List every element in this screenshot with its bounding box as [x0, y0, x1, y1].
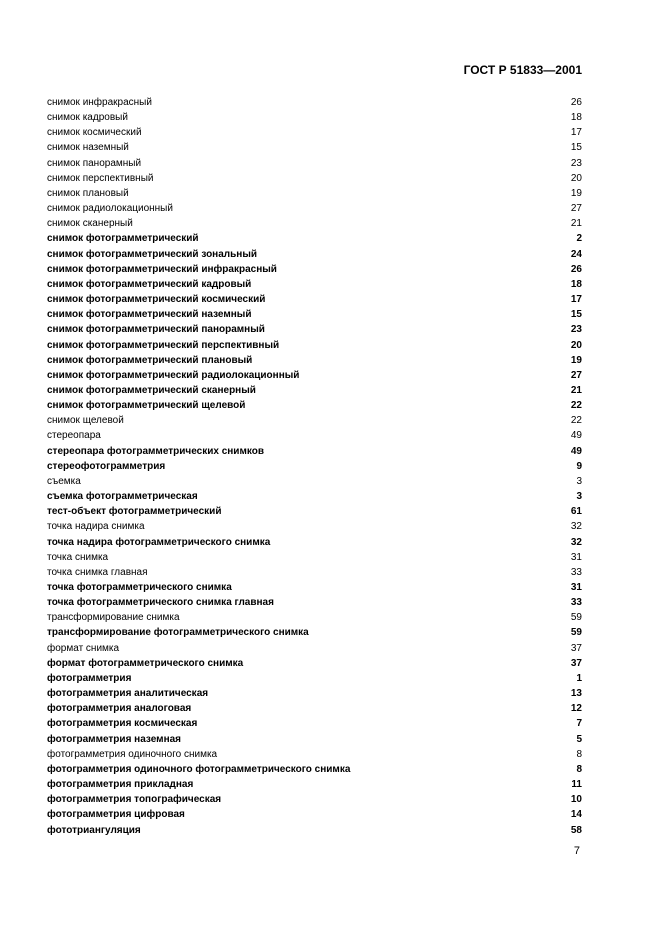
index-term: трансформирование снимка	[47, 612, 180, 624]
index-term: фотограмметрия	[47, 672, 132, 684]
index-term: снимок фотограмметрический плановый	[47, 354, 253, 366]
index-entry	[47, 535, 582, 550]
index-page-ref: 59	[570, 627, 582, 639]
index-term: точка фотограмметрического снимка	[47, 582, 232, 593]
index-entry	[47, 428, 582, 443]
index-page-ref: 26	[570, 97, 582, 108]
index-page-ref: 10	[570, 794, 582, 806]
index-term: снимок радиолокационный	[47, 203, 173, 215]
index-term: точка надира фотограмметрического снимка	[47, 536, 271, 548]
index-term: трансформирование фотограмметрического снимка	[47, 627, 309, 639]
index-entry	[47, 95, 582, 110]
index-term: снимок кадровый	[47, 112, 128, 124]
index-page-ref: 18	[570, 112, 582, 124]
index-page-ref: 31	[570, 551, 582, 563]
index-term: снимок фотограмметрический панорамный	[47, 324, 265, 336]
index-page-ref: 58	[570, 824, 582, 836]
index-term: фототриангуляция	[47, 824, 141, 836]
index-term: снимок фотограмметрический наземный	[47, 309, 252, 321]
index-entry	[47, 625, 582, 640]
index-entry	[47, 792, 582, 807]
index-page-ref: 21	[570, 218, 582, 230]
index-term: фотограмметрия аналоговая	[47, 703, 192, 715]
index-page-ref: 59	[570, 612, 582, 624]
document-header: ГОСТ Р 51833—2001	[463, 63, 582, 77]
index-entry	[47, 156, 582, 171]
index-entry	[47, 519, 582, 534]
index-page-ref: 31	[570, 582, 582, 593]
index-page-ref: 61	[570, 506, 582, 518]
index-term: снимок сканерный	[47, 218, 133, 230]
index-entry	[47, 732, 582, 747]
index-entry	[47, 383, 582, 398]
index-term: снимок наземный	[47, 142, 129, 154]
index-term: снимок инфракрасный	[47, 97, 152, 108]
index-page-ref: 26	[570, 263, 582, 275]
index-entry	[47, 595, 582, 610]
index-entry	[47, 201, 582, 216]
index-term: снимок панорамный	[47, 157, 142, 169]
index-page-ref: 8	[576, 763, 582, 775]
index-page-ref: 11	[571, 779, 582, 791]
index-page-ref: 19	[570, 187, 582, 199]
index-entry	[47, 307, 582, 322]
index-page-ref: 19	[570, 354, 582, 366]
index-page-ref: 2	[576, 233, 582, 245]
index-page-ref: 24	[570, 248, 582, 260]
index-term: снимок щелевой	[47, 415, 124, 427]
index-term: фотограмметрия наземная	[47, 733, 182, 745]
index-term: снимок фотограмметрический перспективный	[47, 339, 280, 351]
index-entry	[47, 565, 582, 580]
index-page-ref: 17	[570, 294, 582, 306]
index-entry	[47, 610, 582, 625]
index-term: снимок фотограмметрический кадровый	[47, 278, 252, 290]
index-entry	[47, 459, 582, 474]
index-entry	[47, 353, 582, 368]
index-page-ref: 20	[570, 339, 582, 351]
index-page-ref: 33	[570, 566, 582, 578]
index-page-ref: 37	[570, 657, 582, 669]
index-entry	[47, 474, 582, 489]
index-entry	[47, 747, 582, 762]
index-term: фотограмметрия цифровая	[47, 809, 185, 821]
index-entry	[47, 247, 582, 262]
index-page-ref: 12	[570, 703, 582, 715]
index-term: тест-объект фотограмметрический	[47, 506, 222, 518]
index-term: снимок плановый	[47, 187, 129, 199]
index-term: снимок фотограмметрический космический	[47, 294, 266, 306]
index-term: снимок фотограмметрический сканерный	[47, 384, 256, 396]
index-term: съемка фотограмметрическая	[47, 491, 198, 503]
index-page-ref: 27	[570, 369, 582, 381]
index-entry	[47, 277, 582, 292]
index-page-ref: 7	[576, 718, 582, 730]
index-entry	[47, 504, 582, 519]
index-entry	[47, 398, 582, 413]
index-page-ref: 27	[570, 203, 582, 215]
index-term: стереофотограмметрия	[47, 460, 166, 472]
index-term: снимок фотограмметрический инфракрасный	[47, 263, 277, 275]
index-page-ref: 13	[570, 688, 582, 700]
index-page-ref: 37	[570, 642, 582, 654]
index-term: снимок фотограмметрический	[47, 233, 199, 245]
index-term: формат снимка	[47, 642, 120, 654]
index-term: стереопара	[47, 430, 101, 442]
index-term: точка фотограмметрического снимка главная	[47, 597, 274, 609]
index-term: фотограмметрия одиночного снимка	[47, 748, 218, 760]
index-entry	[47, 186, 582, 201]
index-page-ref: 5	[576, 733, 582, 745]
index-page-ref: 1	[576, 672, 582, 684]
index-entry	[47, 701, 582, 716]
index-entry	[47, 322, 582, 337]
index-entry	[47, 171, 582, 186]
index-term: точка снимка	[47, 551, 109, 563]
index-page-ref: 17	[570, 127, 582, 139]
index-entry	[47, 641, 582, 656]
index-entry	[47, 716, 582, 731]
index-page-ref: 15	[570, 142, 582, 154]
index-entry	[47, 762, 582, 777]
index-term: фотограмметрия аналитическая	[47, 688, 209, 700]
index-term: снимок фотограмметрический щелевой	[47, 400, 246, 412]
index-entry	[47, 807, 582, 822]
index-page-ref: 23	[570, 157, 582, 169]
index-term: точка снимка главная	[47, 566, 148, 578]
index-page-ref: 20	[570, 172, 582, 184]
index-page-ref: 3	[576, 475, 582, 487]
index-term: снимок фотограмметрический радиолокационный	[47, 369, 300, 381]
index-entry	[47, 216, 582, 231]
index-entry	[47, 489, 582, 504]
index-term: фотограмметрия космическая	[47, 718, 198, 730]
index-term: формат фотограмметрического снимка	[47, 657, 244, 669]
index-entry	[47, 231, 582, 246]
index-entry	[47, 292, 582, 307]
index-entry	[47, 686, 582, 701]
index-page-ref: 8	[576, 748, 582, 760]
index-entry	[47, 338, 582, 353]
index-entry	[47, 444, 582, 459]
index-entry	[47, 368, 582, 383]
index-entry	[47, 125, 582, 140]
index-entry	[47, 671, 582, 686]
index-page-ref: 22	[570, 400, 582, 412]
index-entry	[47, 550, 582, 565]
index-term: стереопара фотограмметрических снимков	[47, 445, 264, 457]
index-term: снимок фотограмметрический зональный	[47, 248, 258, 260]
index-page-ref: 14	[570, 809, 582, 821]
index-entry	[47, 140, 582, 155]
index-term: фотограмметрия одиночного фотограмметрического снимка	[47, 763, 351, 775]
index-page-ref: 33	[570, 597, 582, 609]
page-number: 7	[573, 845, 580, 857]
index-page-ref: 23	[570, 324, 582, 336]
index-term: точка надира снимка	[47, 521, 145, 533]
index-page-ref: 32	[570, 536, 582, 548]
index-term: фотограмметрия прикладная	[47, 779, 194, 791]
index-page-ref: 3	[576, 491, 582, 503]
index-page-ref: 49	[570, 445, 582, 457]
index-entry	[47, 580, 582, 595]
index-term: фотограмметрия топографическая	[47, 794, 222, 806]
index-entry	[47, 777, 582, 792]
index-term: снимок перспективный	[47, 172, 154, 184]
index-page-ref: 49	[570, 430, 582, 442]
index-page-ref: 22	[570, 415, 582, 427]
index-term: снимок космический	[47, 127, 142, 139]
term-index-list	[47, 95, 582, 838]
index-page-ref: 18	[570, 278, 582, 290]
index-page-ref: 32	[570, 521, 582, 533]
index-page-ref: 21	[570, 384, 582, 396]
index-page-ref: 9	[576, 460, 582, 472]
index-entry	[47, 110, 582, 125]
index-entry	[47, 413, 582, 428]
index-entry	[47, 656, 582, 671]
index-term: съемка	[47, 475, 81, 487]
index-entry	[47, 823, 582, 838]
index-page-ref: 15	[570, 309, 582, 321]
index-entry	[47, 262, 582, 277]
